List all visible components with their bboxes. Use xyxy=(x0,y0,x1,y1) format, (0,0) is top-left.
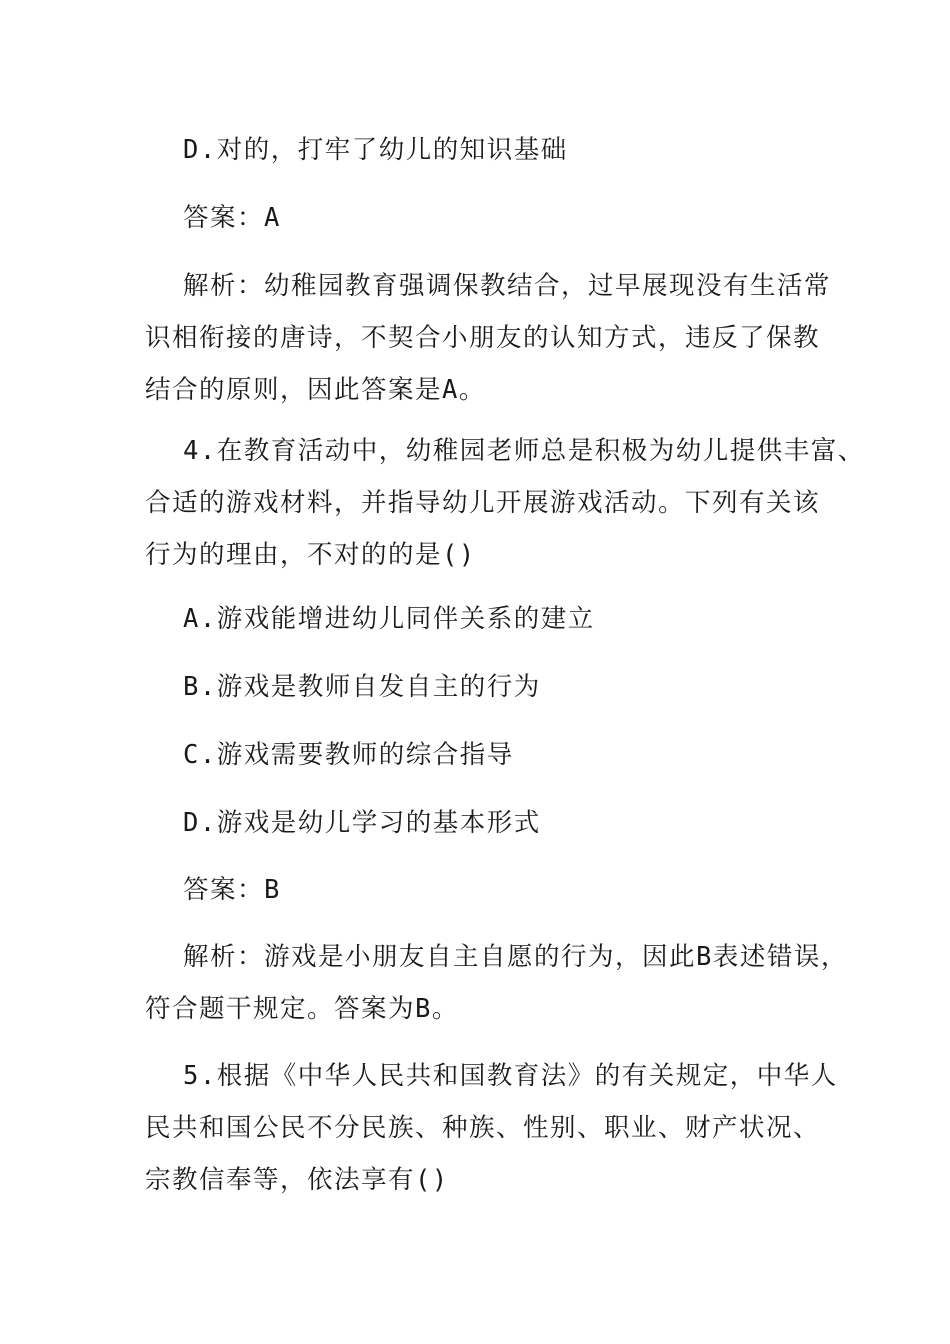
text-line: 解析：游戏是小朋友自主自愿的行为，因此B表述错误， xyxy=(183,942,848,972)
text-line: 宗教信奉等，依法享有() xyxy=(145,1165,449,1195)
text-line: C.游戏需要教师的综合指导 xyxy=(183,740,514,770)
q4-stem xyxy=(145,425,865,581)
text-line: 行为的理由，不对的的是() xyxy=(145,540,476,570)
text-line: 解析：幼稚园教育强调保教结合，过早展现没有生活常 xyxy=(183,271,832,301)
text-line: 结合的原则，因此答案是A。 xyxy=(145,375,486,405)
q3-answer xyxy=(145,192,825,244)
q4-option-b xyxy=(145,661,825,713)
q3-option-d xyxy=(145,124,825,176)
text-line: 识相衔接的唐诗，不契合小朋友的认知方式，违反了保教 xyxy=(145,323,821,353)
text-line: 民共和国公民不分民族、种族、性别、职业、财产状况、 xyxy=(145,1113,821,1143)
text-line: D.对的，打牢了幼儿的知识基础 xyxy=(183,135,568,165)
q4-answer xyxy=(145,864,825,916)
q4-option-c xyxy=(145,729,825,781)
text-line: A.游戏能增进幼儿同伴关系的建立 xyxy=(183,604,595,634)
q3-explanation xyxy=(145,260,832,416)
text-line: 答案：B xyxy=(183,875,281,905)
q4-option-d xyxy=(145,797,825,849)
text-line: D.游戏是幼儿学习的基本形式 xyxy=(183,808,541,838)
q4-option-a xyxy=(145,593,825,645)
q4-explanation xyxy=(145,931,848,1035)
q5-stem xyxy=(145,1050,838,1206)
text-line: 答案：A xyxy=(183,203,281,233)
text-line: B.游戏是教师自发自主的行为 xyxy=(183,672,541,702)
text-line: 符合题干规定。答案为B。 xyxy=(145,994,459,1024)
text-line: 4.在教育活动中，幼稚园老师总是积极为幼儿提供丰富、 xyxy=(183,436,865,466)
text-line: 合适的游戏材料，并指导幼儿开展游戏活动。下列有关该 xyxy=(145,488,821,518)
text-line: 5.根据《中华人民共和国教育法》的有关规定，中华人 xyxy=(183,1061,838,1091)
